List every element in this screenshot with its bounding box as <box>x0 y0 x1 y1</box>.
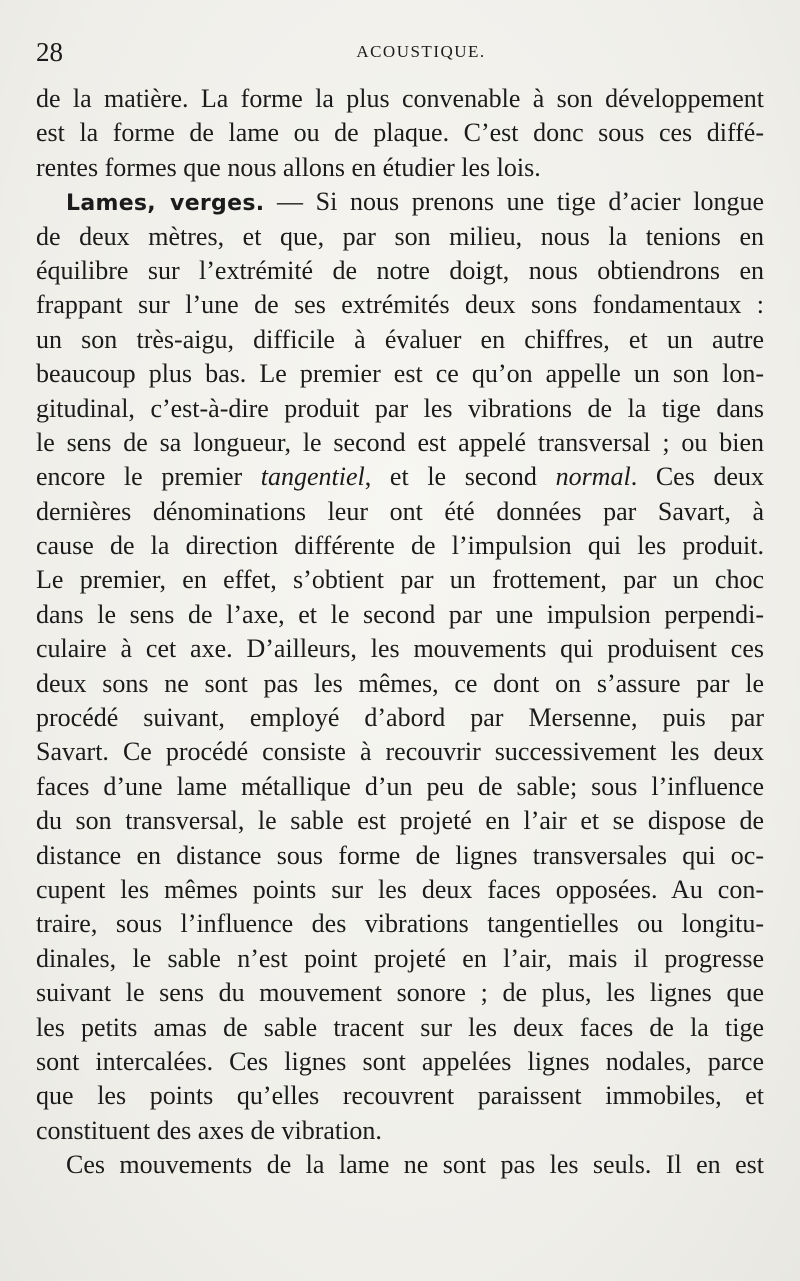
text-run: encore le premier <box>36 462 261 492</box>
text-line: cupent les mêmes points sur les deux faces opposées. Au con- <box>36 874 764 904</box>
text-run: , et le second <box>364 462 556 492</box>
text-line: sont intercalées. Ces lignes sont appelées lignes nodales, parce <box>36 1046 764 1076</box>
text-line: un son très-aigu, difficile à évaluer en chiffres, et un autre <box>36 324 764 354</box>
text-line: traire, sous l’influence des vibrations tangentielles ou longitu- <box>36 909 764 939</box>
text-line: culaire à cet axe. D’ailleurs, les mouvements qui produisent ces <box>36 634 764 664</box>
text-line: que les points qu’elles recouvrent paraissent immobiles, et <box>36 1081 764 1111</box>
text-line: gitudinal, c’est-à-dire produit par les vibrations de la tige dans <box>36 393 764 423</box>
text-line <box>36 460 764 494</box>
text-line: dans le sens de l’axe, et le second par une impulsion perpendi- <box>36 599 764 629</box>
italic-term: normal <box>555 462 631 492</box>
text-line: dinales, le sable n’est point projeté en l’air, mais il progresse <box>36 943 764 973</box>
text-line: suivant le sens du mouvement sonore ; de plus, les lignes que <box>36 978 764 1008</box>
italic-term: tangentiel <box>260 462 365 492</box>
text-line: équilibre sur l’extrémité de notre doigt, nous obtiendrons en <box>36 255 764 285</box>
text-line: cause de la direction différente de l’impulsion qui les produit. <box>36 531 764 561</box>
text-line: frappant sur l’une de ses extrémités deux sons fondamentaux : <box>36 290 764 320</box>
text-line: faces d’une lame métallique d’un peu de sable; sous l’influence <box>36 771 764 801</box>
text-line: beaucoup plus bas. Le premier est ce qu’on appelle un son lon- <box>36 359 764 389</box>
text-line <box>36 185 764 219</box>
text-run: . Ces deux <box>630 462 764 492</box>
text-line: procédé suivant, employé d’abord par Mersenne, puis par <box>36 703 764 733</box>
text-line: Le premier, en effet, s’obtient par un frottement, par un choc <box>36 565 764 595</box>
text-line: rentes formes que nous allons en étudier les lois. <box>36 152 541 182</box>
page-number: 28 <box>36 37 63 67</box>
page-header <box>36 34 766 70</box>
text-line: du son transversal, le sable est projeté en l’air et se dispose de <box>36 806 764 836</box>
running-head: ACOUSTIQUE. <box>356 42 486 61</box>
text-line: constituent des axes de vibration. <box>36 1115 382 1145</box>
text-line: de la matière. La forme la plus convenable à son développement <box>36 84 764 113</box>
text-line: distance en distance sous forme de lignes transversales qui oc- <box>36 840 764 870</box>
section-heading: Lames, verges. <box>66 191 265 217</box>
text-line: Savart. Ce procédé consiste à recouvrir successivement les deux <box>36 737 764 767</box>
text-line: dernières dénominations leur ont été données par Savart, à <box>36 496 764 526</box>
text-run: — Si nous prenons une tige d’acier longue <box>264 187 764 217</box>
text-line: deux sons ne sont pas les mêmes, ce dont on s’assure par le <box>36 668 764 698</box>
text-line: le sens de sa longueur, le second est appelé transversal ; ou bien <box>36 427 764 457</box>
text-line: Ces mouvements de la lame ne sont pas les seuls. Il en est <box>66 1150 764 1180</box>
body-text <box>36 82 764 1183</box>
text-line: de deux mètres, et que, par son milieu, nous la tenions en <box>36 221 764 251</box>
text-line: les petits amas de sable tracent sur les deux faces de la tige <box>36 1012 764 1042</box>
text-line: est la forme de lame ou de plaque. C’est donc sous ces diffé- <box>36 118 764 148</box>
